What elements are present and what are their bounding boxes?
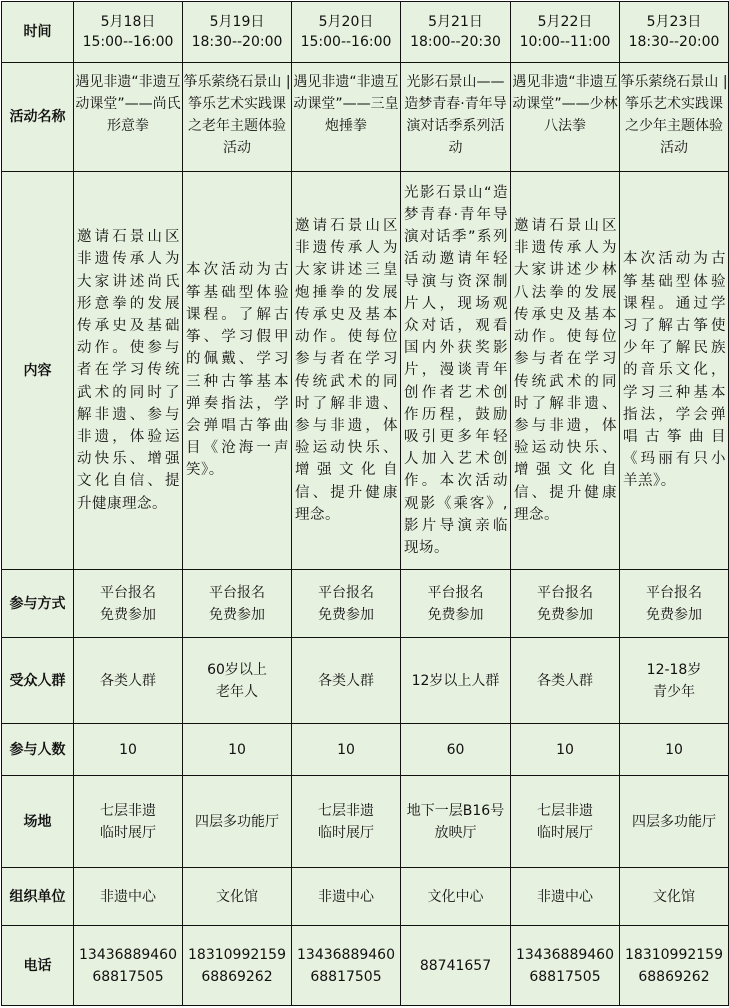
activity-title: 筝乐萦绕石景山 | 筝乐艺术实践课之老年主题体验活动 bbox=[183, 63, 292, 172]
signup-method: 平台报名 bbox=[427, 584, 484, 601]
audience-cell bbox=[183, 638, 292, 724]
venue-line: 四层多功能厅 bbox=[632, 813, 716, 830]
audience-cell bbox=[292, 638, 401, 724]
event-date: 5月23日 bbox=[646, 14, 702, 30]
activity-description: 邀请石景山区非遗传承人为大家讲述尚氏形意拳的发展传承史及基础动作。使参与者在学习传统武术的同时了解非遗、参与非遗，体验运动快乐、增强文化自信、提升健康理念。 bbox=[74, 172, 183, 570]
participant-count: 60 bbox=[401, 724, 511, 776]
phone-cell bbox=[620, 926, 729, 1006]
time-row bbox=[2, 2, 729, 63]
time-cell bbox=[292, 2, 401, 63]
venue-cell bbox=[511, 776, 620, 868]
time-cell bbox=[74, 2, 183, 63]
phone-number: 68869262 bbox=[638, 968, 710, 985]
participant-count: 10 bbox=[292, 724, 401, 776]
content-row bbox=[2, 172, 729, 570]
audience-line: 12-18岁 bbox=[646, 661, 702, 678]
phone-number: 13436889460 bbox=[79, 946, 177, 963]
phone-number: 68817505 bbox=[310, 968, 382, 985]
row-header-activity: 活动名称 bbox=[2, 63, 74, 172]
activity-title: 遇见非遗“非遗互动课堂”——三皇炮捶拳 bbox=[292, 63, 401, 172]
venue-line: 临时展厅 bbox=[100, 824, 156, 841]
phone-number: 68869262 bbox=[201, 968, 273, 985]
participant-count: 10 bbox=[511, 724, 620, 776]
event-date: 5月21日 bbox=[428, 14, 483, 30]
fee-note: 免费参加 bbox=[318, 606, 374, 623]
activity-description: 本次活动为古筝基础型体验课程。通过学习了解古筝使少年了解民族的音乐文化，学习三种基本指法，学会弹唱古筝曲目《玛丽有只小羊羔》。 bbox=[620, 172, 729, 570]
signup-method: 平台报名 bbox=[318, 584, 374, 601]
time-cell bbox=[401, 2, 511, 63]
fee-note: 免费参加 bbox=[209, 606, 265, 623]
row-header-count: 参与人数 bbox=[2, 724, 74, 776]
row-header-participation: 参与方式 bbox=[2, 570, 74, 638]
activity-title: 遇见非遗“非遗互动课堂”——尚氏形意拳 bbox=[74, 63, 183, 172]
row-header-venue: 场地 bbox=[2, 776, 74, 868]
venue-line: 临时展厅 bbox=[318, 824, 374, 841]
phone-cell bbox=[292, 926, 401, 1006]
phone-cell bbox=[183, 926, 292, 1006]
event-time: 15:00--16:00 bbox=[300, 34, 392, 50]
organizer-cell: 非遗中心 bbox=[511, 868, 620, 926]
venue-cell bbox=[620, 776, 729, 868]
audience-line: 各类人群 bbox=[318, 672, 374, 689]
row-header-phone: 电话 bbox=[2, 926, 74, 1006]
signup-method: 平台报名 bbox=[100, 584, 156, 601]
time-cell bbox=[183, 2, 292, 63]
venue-line: 七层非遗 bbox=[100, 802, 156, 819]
venue-row bbox=[2, 776, 729, 868]
audience-cell bbox=[511, 638, 620, 724]
phone-cell bbox=[74, 926, 183, 1006]
activity-description: 邀请石景山区非遗传承人为大家讲述三皇炮捶拳的发展传承史及基本动作。使每位参与者在学习传统武术的同时了解非遗、参与非遗，体验运动快乐、增强文化自信、提升健康理念。 bbox=[292, 172, 401, 570]
row-header-time: 时间 bbox=[2, 2, 74, 63]
audience-cell bbox=[401, 638, 511, 724]
venue-line: 七层非遗 bbox=[537, 802, 593, 819]
participation-cell bbox=[183, 570, 292, 638]
audience-line: 60岁以上 bbox=[207, 661, 267, 678]
event-date: 5月22日 bbox=[537, 14, 593, 30]
event-date: 5月18日 bbox=[100, 14, 156, 30]
participant-count: 10 bbox=[74, 724, 183, 776]
activity-name-row bbox=[2, 63, 729, 172]
activity-description: 邀请石景山区非遗传承人为大家讲述少林八法拳的发展传承史及基本动作。使每位参与者在学习传统武术的同时了解非遗、参与非遗，体验运动快乐、增强文化自信、提升健康理念。 bbox=[511, 172, 620, 570]
venue-cell bbox=[401, 776, 511, 868]
participation-cell bbox=[401, 570, 511, 638]
signup-method: 平台报名 bbox=[537, 584, 593, 601]
audience-line: 各类人群 bbox=[100, 672, 156, 689]
activity-title: 遇见非遗“非遗互动课堂”——少林八法拳 bbox=[511, 63, 620, 172]
activity-title: 筝乐萦绕石景山 | 筝乐艺术实践课之少年主题体验活动 bbox=[620, 63, 729, 172]
phone-number: 13436889460 bbox=[297, 946, 395, 963]
participation-cell bbox=[292, 570, 401, 638]
count-row bbox=[2, 724, 729, 776]
event-date: 5月19日 bbox=[209, 14, 265, 30]
event-time: 15:00--16:00 bbox=[82, 34, 174, 50]
phone-row bbox=[2, 926, 729, 1006]
audience-line: 12岁以上人群 bbox=[411, 672, 500, 689]
venue-line: 七层非遗 bbox=[318, 802, 374, 819]
fee-note: 免费参加 bbox=[537, 606, 593, 623]
audience-line: 老年人 bbox=[216, 683, 258, 700]
organizer-cell: 文化中心 bbox=[401, 868, 511, 926]
organizer-cell: 文化馆 bbox=[620, 868, 729, 926]
venue-line: 放映厅 bbox=[434, 824, 477, 841]
row-header-audience: 受众人群 bbox=[2, 638, 74, 724]
time-cell bbox=[511, 2, 620, 63]
venue-line: 地下一层B16号 bbox=[406, 802, 505, 819]
fee-note: 免费参加 bbox=[100, 606, 156, 623]
phone-number: 13436889460 bbox=[516, 946, 614, 963]
event-time: 18:00--20:30 bbox=[410, 34, 501, 50]
phone-number: 68817505 bbox=[92, 968, 164, 985]
activity-title: 光影石景山——造梦青春·青年导演对话季系列活动 bbox=[401, 63, 511, 172]
event-time: 18:30--20:00 bbox=[191, 34, 283, 50]
audience-line: 青少年 bbox=[653, 683, 695, 700]
event-time: 18:30--20:00 bbox=[628, 34, 720, 50]
audience-row bbox=[2, 638, 729, 724]
phone-number: 18310992159 bbox=[188, 946, 286, 963]
activity-schedule-table bbox=[1, 1, 729, 1006]
time-cell bbox=[620, 2, 729, 63]
audience-cell bbox=[74, 638, 183, 724]
participation-cell bbox=[620, 570, 729, 638]
phone-cell bbox=[511, 926, 620, 1006]
phone-number: 18310992159 bbox=[625, 946, 723, 963]
participant-count: 10 bbox=[620, 724, 729, 776]
phone-number: 88741657 bbox=[419, 957, 492, 974]
venue-cell bbox=[292, 776, 401, 868]
row-header-organizer: 组织单位 bbox=[2, 868, 74, 926]
fee-note: 免费参加 bbox=[646, 606, 702, 623]
participation-row bbox=[2, 570, 729, 638]
venue-cell bbox=[183, 776, 292, 868]
organizer-cell: 文化馆 bbox=[183, 868, 292, 926]
organizer-cell: 非遗中心 bbox=[74, 868, 183, 926]
row-header-content: 内容 bbox=[2, 172, 74, 570]
fee-note: 免费参加 bbox=[427, 606, 484, 623]
phone-cell bbox=[401, 926, 511, 1006]
event-time: 10:00--11:00 bbox=[519, 34, 611, 50]
participant-count: 10 bbox=[183, 724, 292, 776]
organizer-cell: 非遗中心 bbox=[292, 868, 401, 926]
event-date: 5月20日 bbox=[318, 14, 374, 30]
audience-cell bbox=[620, 638, 729, 724]
phone-number: 68817505 bbox=[529, 968, 601, 985]
signup-method: 平台报名 bbox=[646, 584, 702, 601]
activity-description: 本次活动为古筝基础型体验课程。了解古筝、学习假甲的佩戴、学习三种古筝基本弹奏指法，学会弹唱古筝曲目《沧海一声笑》。 bbox=[183, 172, 292, 570]
audience-line: 各类人群 bbox=[537, 672, 593, 689]
signup-method: 平台报名 bbox=[209, 584, 265, 601]
participation-cell bbox=[511, 570, 620, 638]
activity-description: 光影石景山“造梦青春·青年导演对话季”系列活动邀请年轻导演与资深制片人，现场观众对话，观看国内外获奖影片，漫谈青年创作者艺术创作历程，鼓励吸引更多年轻人加入艺术创作。本次活动观影《乘客》,影片导演亲临现场。 bbox=[401, 172, 511, 570]
organizer-row bbox=[2, 868, 729, 926]
venue-line: 临时展厅 bbox=[537, 824, 593, 841]
venue-line: 四层多功能厅 bbox=[195, 813, 279, 830]
participation-cell bbox=[74, 570, 183, 638]
venue-cell bbox=[74, 776, 183, 868]
